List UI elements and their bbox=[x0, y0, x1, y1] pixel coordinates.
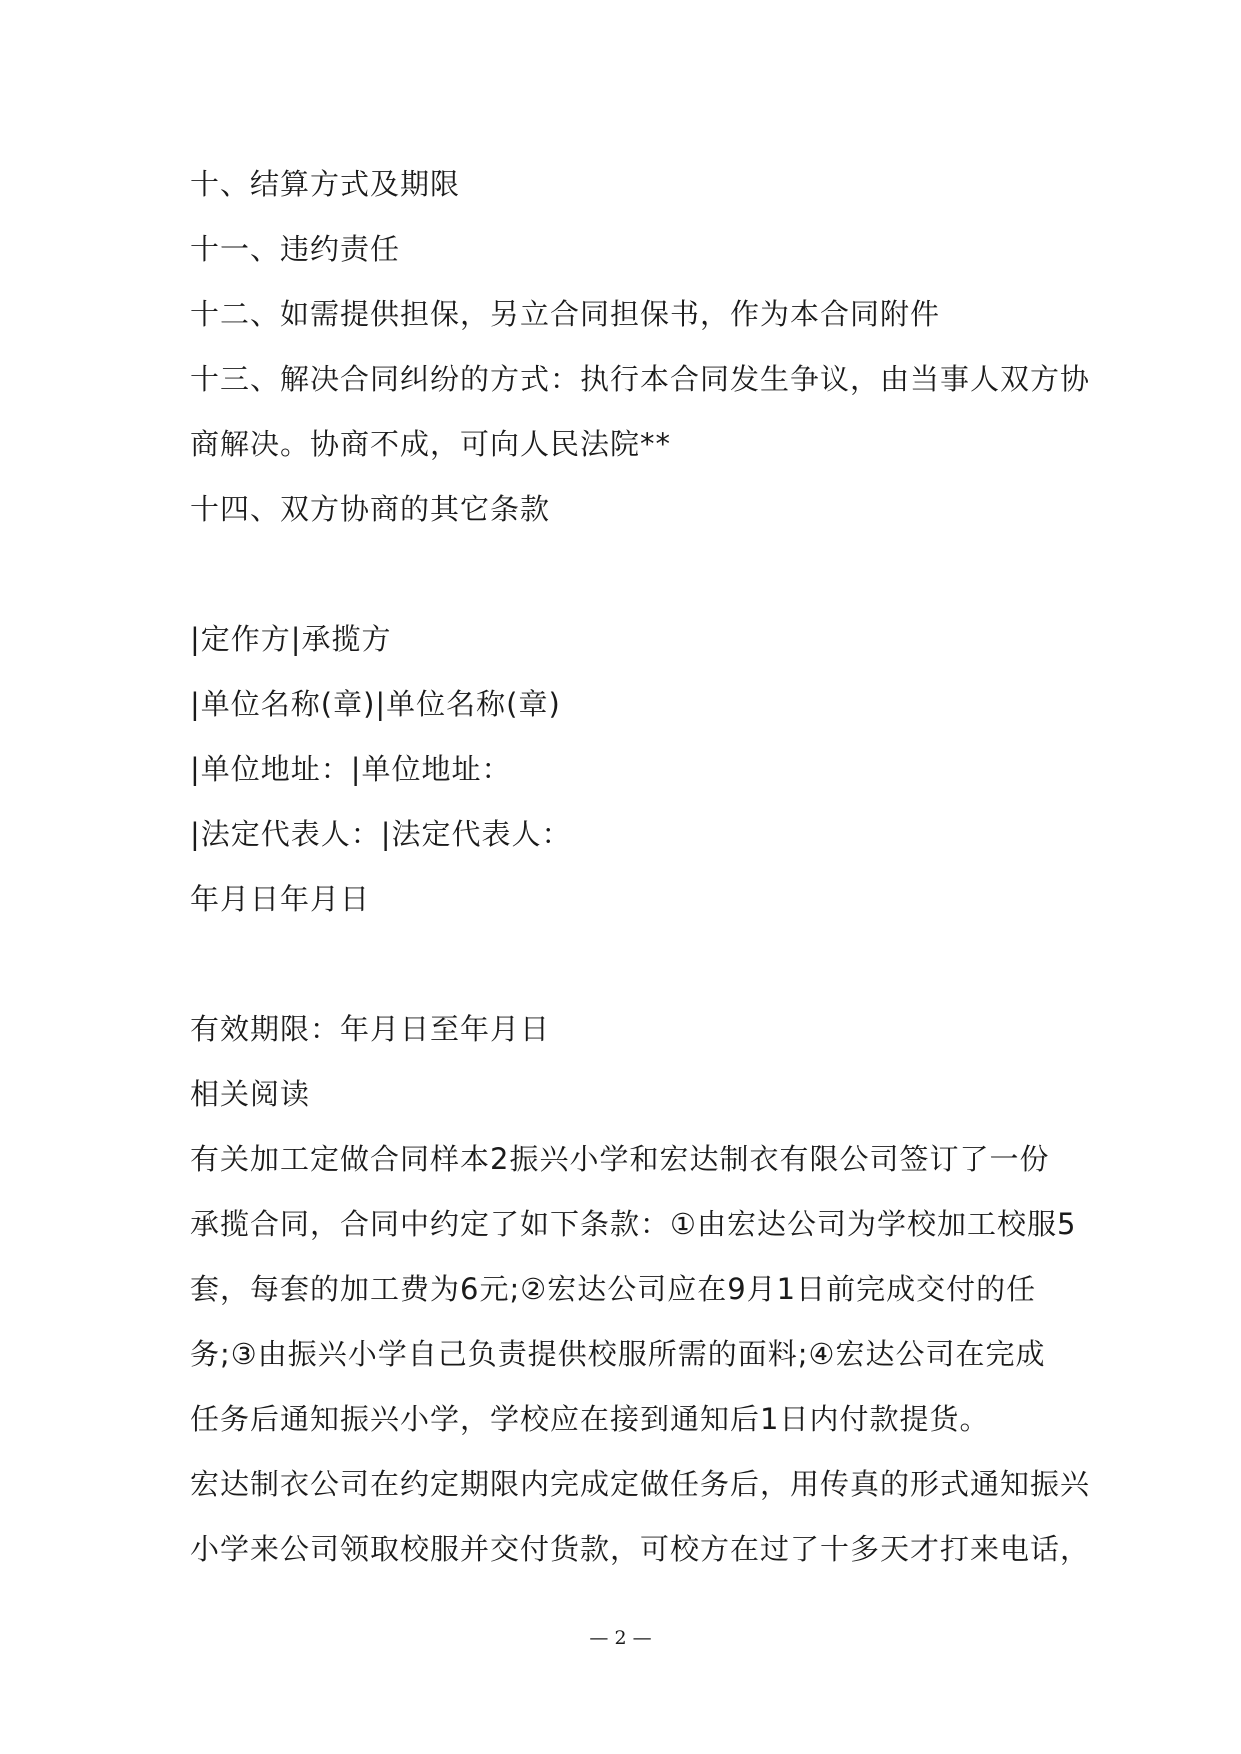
signature-dates: 年月日年月日 bbox=[190, 882, 371, 916]
related-paragraph-1-line-3: 套，每套的加工费为6元;②宏达公司应在9月1日前完成交付的任 bbox=[190, 1272, 1037, 1306]
related-paragraph-1-line-2: 承揽合同，合同中约定了如下条款：①由宏达公司为学校加工校服5 bbox=[190, 1207, 1077, 1241]
related-reading-heading: 相关阅读 bbox=[190, 1077, 311, 1111]
signature-unit-address: |单位地址：|单位地址： bbox=[190, 752, 512, 786]
clause-13-line-2: 商解决。协商不成，可向人民法院** bbox=[190, 427, 672, 461]
page-number: — 2 — bbox=[589, 1627, 652, 1649]
signature-legal-representative: |法定代表人：|法定代表人： bbox=[190, 817, 572, 851]
clause-10: 十、结算方式及期限 bbox=[190, 167, 461, 201]
clause-14: 十四、双方协商的其它条款 bbox=[190, 492, 551, 526]
clause-11: 十一、违约责任 bbox=[190, 232, 401, 266]
signature-parties: |定作方|承揽方 bbox=[190, 622, 392, 656]
signature-unit-name: |单位名称(章)|单位名称(章) bbox=[190, 687, 561, 721]
clause-13-line-1: 十三、解决合同纠纷的方式：执行本合同发生争议，由当事人双方协 bbox=[190, 362, 1091, 396]
related-paragraph-2-line-1: 宏达制衣公司在约定期限内完成定做任务后，用传真的形式通知振兴 bbox=[190, 1467, 1091, 1501]
related-paragraph-1-line-1: 有关加工定做合同样本2振兴小学和宏达制衣有限公司签订了一份 bbox=[190, 1142, 1050, 1176]
validity-period: 有效期限：年月日至年月日 bbox=[190, 1012, 551, 1046]
related-paragraph-1-line-4: 务;③由振兴小学自己负责提供校服所需的面料;④宏达公司在完成 bbox=[190, 1337, 1046, 1371]
clause-12: 十二、如需提供担保，另立合同担保书，作为本合同附件 bbox=[190, 297, 941, 331]
related-paragraph-1-line-5: 任务后通知振兴小学，学校应在接到通知后1日内付款提货。 bbox=[190, 1402, 990, 1436]
related-paragraph-2-line-2: 小学来公司领取校服并交付货款，可校方在过了十多天才打来电话， bbox=[190, 1532, 1091, 1566]
